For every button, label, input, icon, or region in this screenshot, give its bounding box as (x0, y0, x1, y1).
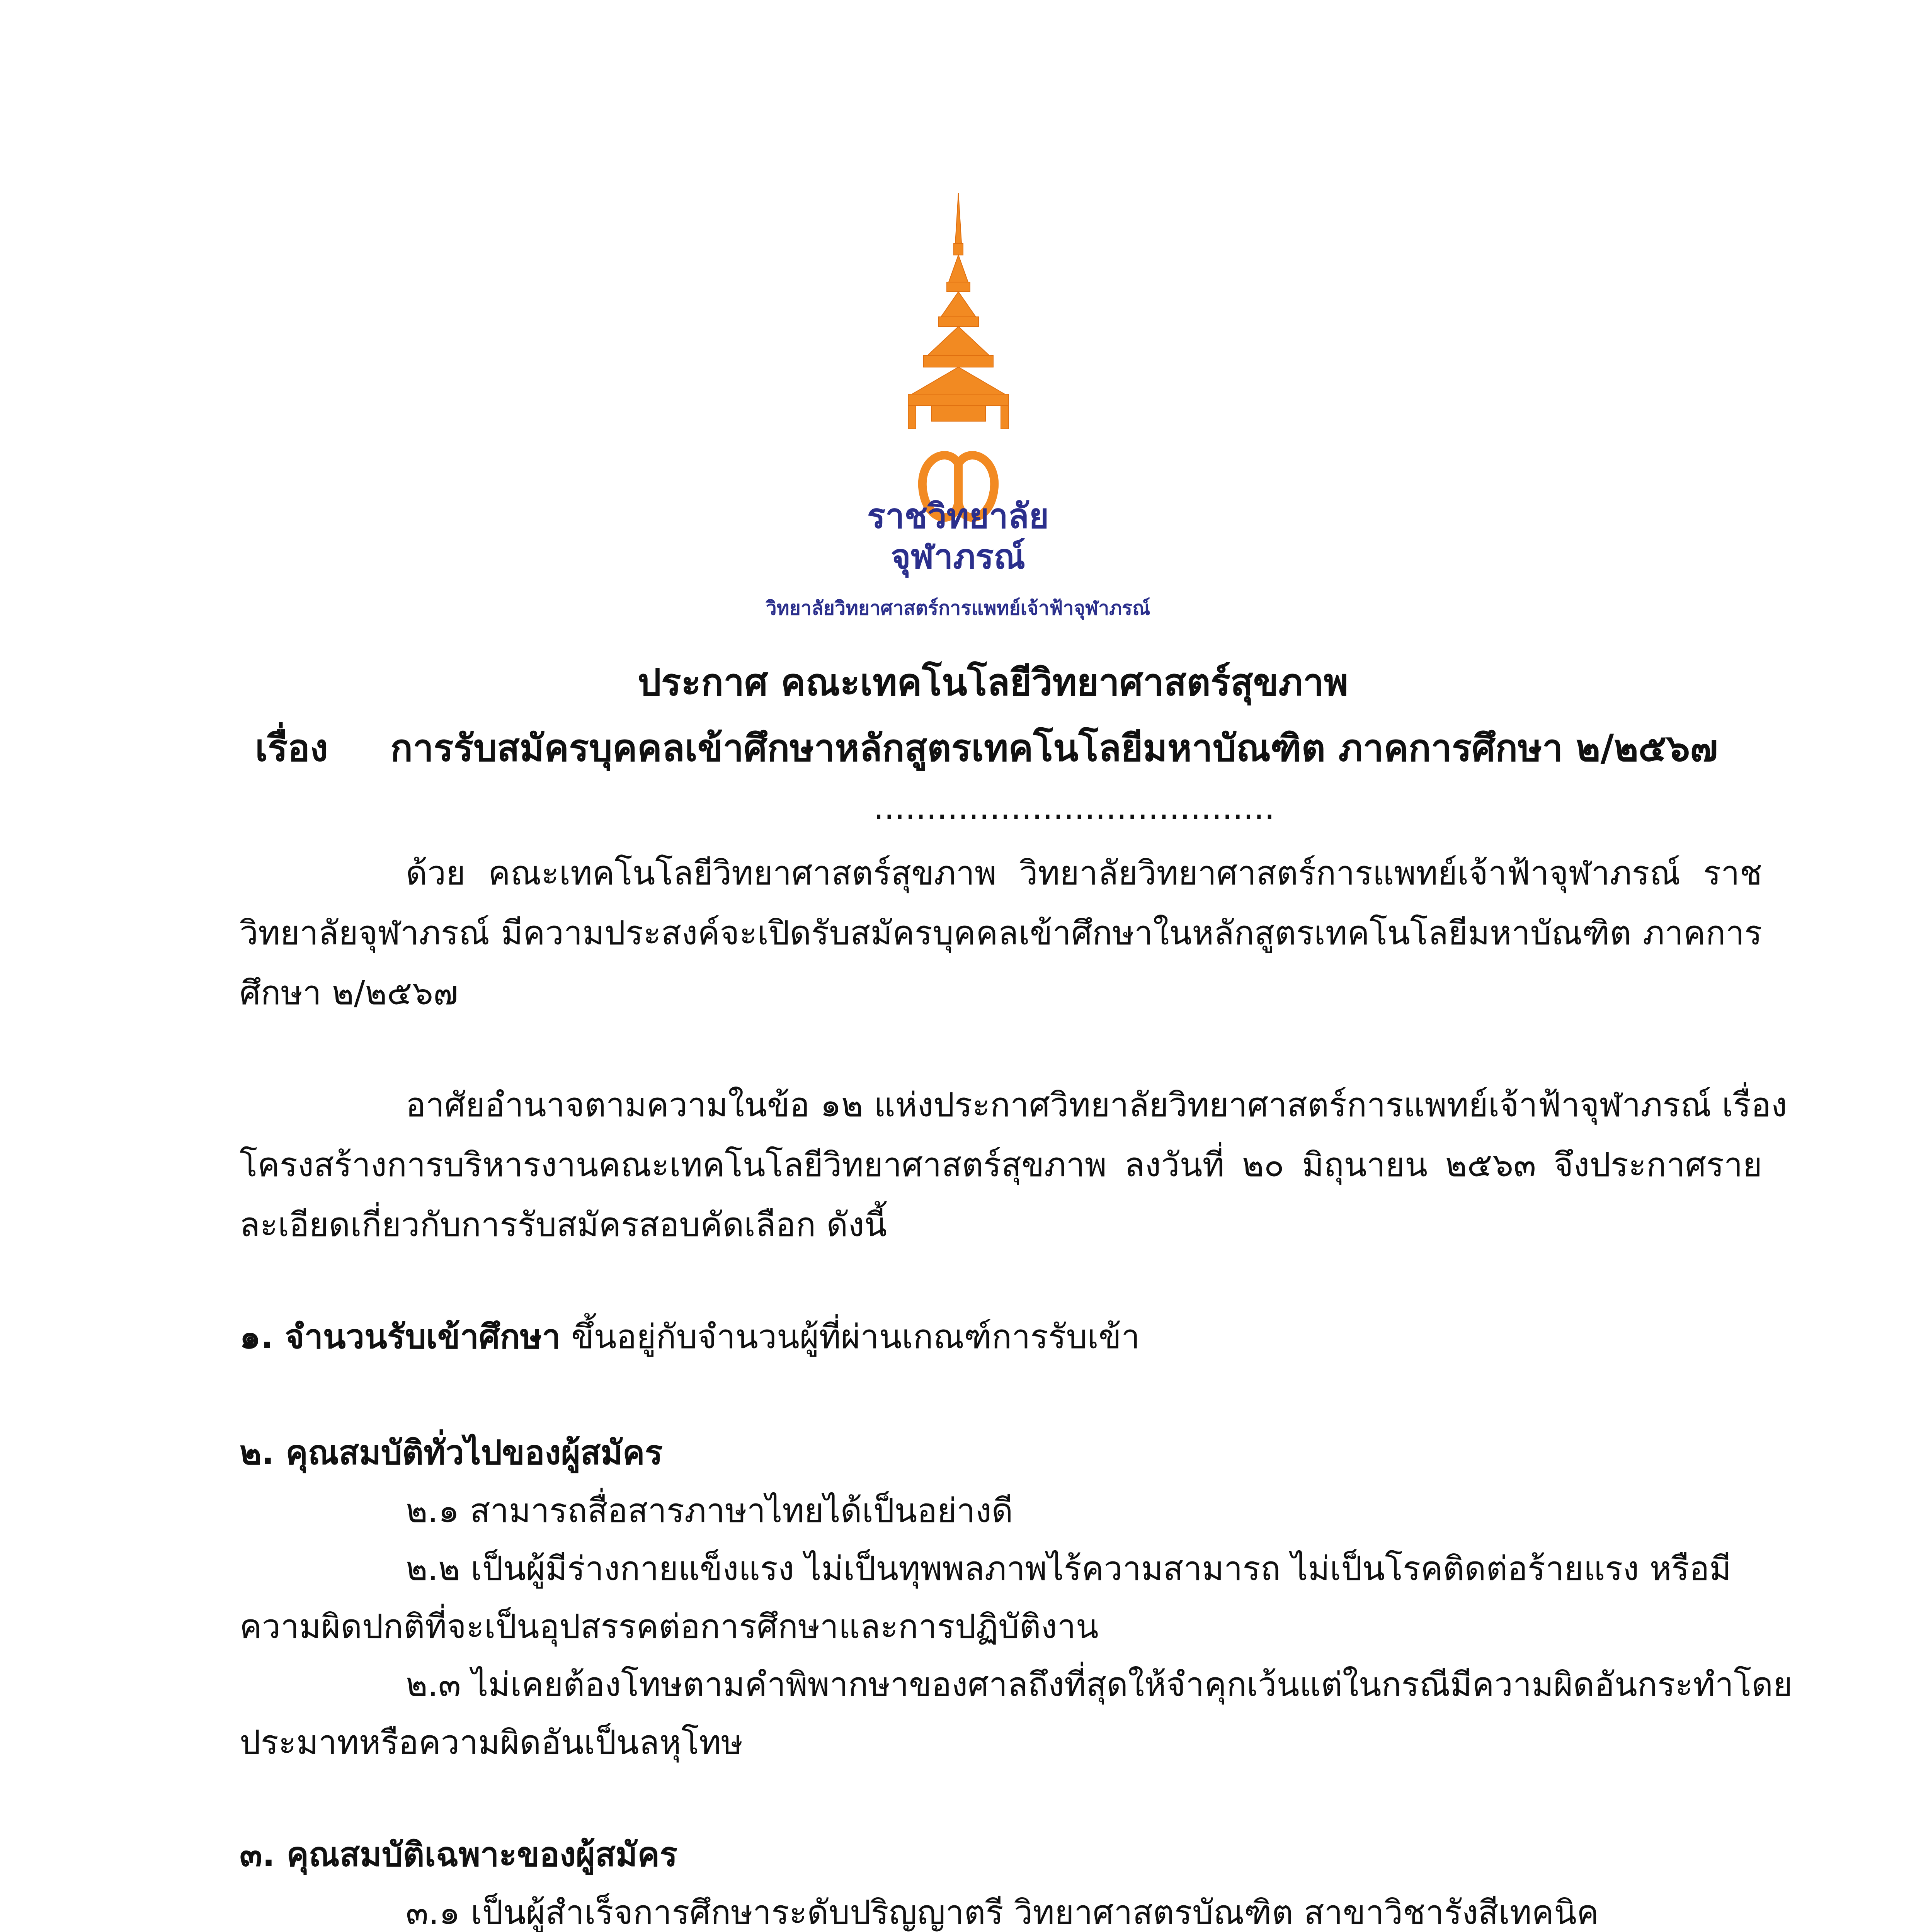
section-3-item-1: ๓.๑ เป็นผู้สำเร็จการศึกษาระดับปริญญาตรี วิทยาศาสตรบัณฑิต สาขาวิชารังสีเทคนิค (406, 1893, 1599, 1932)
intro-line-2: วิทยาลัยจุฬาภรณ์ มีความประสงค์จะเปิดรับสมัครบุคคลเข้าศึกษาในหลักสูตรเทคโนโลยีมหาบัณฑิต ภาคการ (240, 914, 1762, 952)
section-2-heading: ๒. คุณสมบัติทั่วไปของผู้สมัคร (240, 1434, 663, 1472)
authority-line-1: อาศัยอำนาจตามความในข้อ ๑๒ แห่งประกาศวิทยาลัยวิทยาศาสตร์การแพทย์เจ้าฟ้าจุฬาภรณ์ เรื่อง (406, 1086, 1787, 1124)
section-1-heading: ๑. จำนวนรับเข้าศึกษา (240, 1318, 561, 1356)
header-divider: ...................................... (873, 788, 1275, 827)
section-2-item-3-line-2: ประมาทหรือความผิดอันเป็นลหุโทษ (240, 1723, 743, 1762)
authority-line-2: โครงสร้างการบริหารงานคณะเทคโนโลยีวิทยาศาสตร์สุขภาพ ลงวันที่ ๒๐ มิถุนายน ๒๕๖๓ จึงประกาศราย (240, 1146, 1762, 1184)
section-2-item-1: ๒.๑ สามารถสื่อสารภาษาไทยได้เป็นอย่างดี (406, 1492, 1013, 1530)
section-2-item-3-line-1: ๒.๓ ไม่เคยต้องโทษตามคำพิพากษาของศาลถึงที่สุดให้จำคุกเว้นแต่ในกรณีมีความผิดอันกระทำโดย (406, 1665, 1793, 1704)
logo-line-2: จุฬาภรณ์ (890, 537, 1026, 577)
intro-line-3: ศึกษา ๒/๒๕๖๗ (240, 974, 458, 1012)
section-2-item-2-line-2: ความผิดปกติที่จะเป็นอุปสรรคต่อการศึกษาและการปฏิบัติงาน (240, 1607, 1099, 1646)
section-3-heading: ๓. คุณสมบัติเฉพาะของผู้สมัคร (240, 1835, 678, 1874)
intro-line-1: ด้วย คณะเทคโนโลยีวิทยาศาสตร์สุขภาพ วิทยาลัยวิทยาศาสตร์การแพทย์เจ้าฟ้าจุฬาภรณ์ ราช (406, 854, 1762, 893)
section-1-text: ขึ้นอยู่กับจำนวนผู้ที่ผ่านเกณฑ์การรับเข้า (560, 1318, 1140, 1356)
announcement-title: ประกาศ คณะเทคโนโลยีวิทยาศาสตร์สุขภาพ (638, 661, 1348, 704)
section-2-item-2-line-1: ๒.๒ เป็นผู้มีร่างกายแข็งแรง ไม่เป็นทุพพลภาพไร้ความสามารถ ไม่เป็นโรคติดต่อร้ายแรง หรือมี (406, 1549, 1731, 1588)
authority-line-3: ละเอียดเกี่ยวกับการรับสมัครสอบคัดเลือก ดังนี้ (240, 1206, 887, 1244)
subject-label: เรื่อง (255, 726, 328, 770)
section-1 (240, 1310, 1140, 1363)
logo-line-1: ราชวิทยาลัย (867, 496, 1049, 536)
logo-line-3: วิทยาลัยวิทยาศาสตร์การแพทย์เจ้าฟ้าจุฬาภรณ์ (766, 597, 1150, 619)
subject-text: การรับสมัครบุคคลเข้าศึกษาหลักสูตรเทคโนโลยีมหาบัณฑิต ภาคการศึกษา ๒/๒๕๖๗ (390, 726, 1718, 770)
